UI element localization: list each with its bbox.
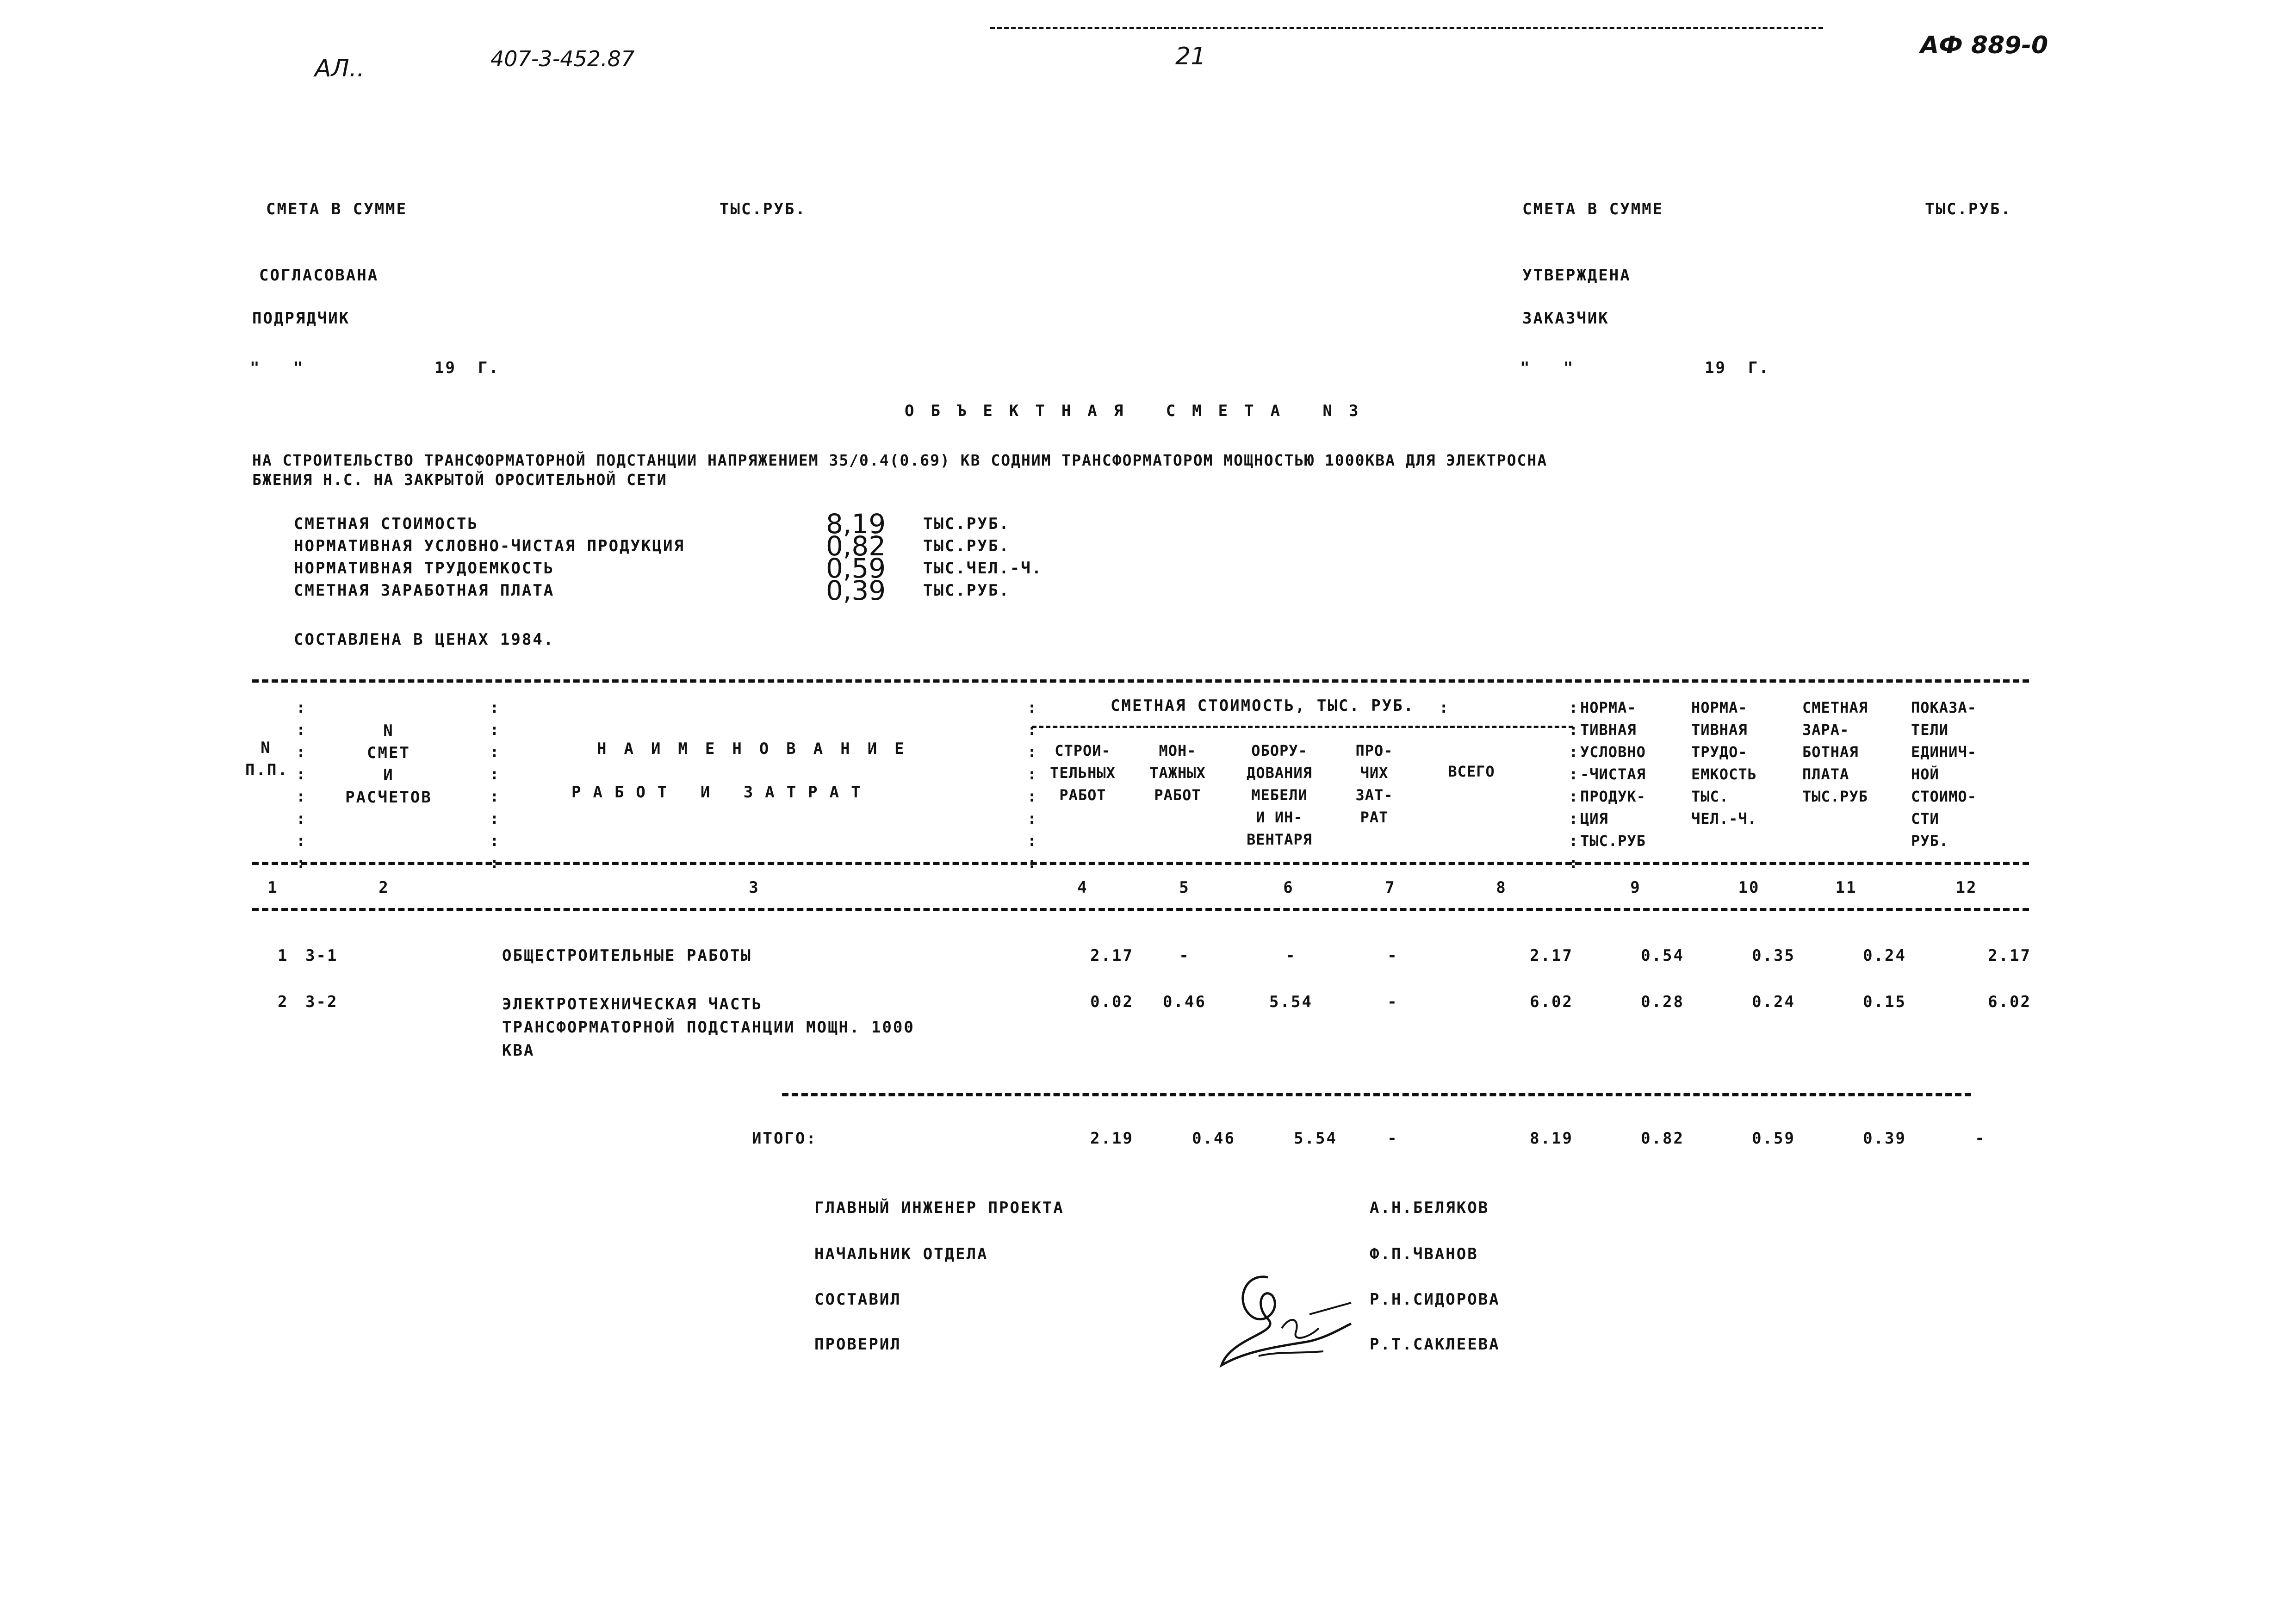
row-wage: 0.24 bbox=[1863, 946, 1906, 965]
agreed-label: СОГЛАСОВАНА bbox=[259, 266, 379, 285]
date-left: " " 19 Г. bbox=[250, 359, 500, 377]
header-name-2: РАБОТ И ЗАТРАТ bbox=[571, 783, 873, 802]
signature-role: НАЧАЛЬНИК ОТДЕЛА bbox=[814, 1245, 988, 1263]
top-dashed-line bbox=[990, 27, 1823, 29]
total-mount: 0.46 bbox=[1192, 1129, 1235, 1148]
total-label: ИТОГО: bbox=[752, 1129, 817, 1148]
col-number: 9 bbox=[1630, 878, 1641, 897]
header-build: СТРОИ- ТЕЛЬНЫХ РАБОТ bbox=[1050, 742, 1116, 804]
col-number: 10 bbox=[1738, 878, 1760, 897]
row-wage: 0.15 bbox=[1863, 993, 1906, 1011]
right-sum-label: СМЕТА В СУММЕ bbox=[1522, 200, 1664, 218]
divider-col: : : : : : : : : bbox=[296, 698, 307, 872]
prices-note: СОСТАВЛЕНА В ЦЕНАХ 1984. bbox=[294, 630, 555, 649]
signature-name: Р.Н.СИДОРОВА bbox=[1370, 1290, 1500, 1309]
header-mount: МОН- ТАЖНЫХ РАБОТ bbox=[1149, 742, 1206, 804]
divider-col: : bbox=[1439, 698, 1450, 717]
total-norm-prod: 0.82 bbox=[1641, 1129, 1684, 1148]
summary-value: 0,59 bbox=[826, 553, 886, 584]
signature-role: ПРОВЕРИЛ bbox=[814, 1335, 901, 1354]
subtitle-line-1: НА СТРОИТЕЛЬСТВО ТРАНСФОРМАТОРНОЙ ПОДСТАНЦИИ НАПРЯЖЕНИЕМ 35/0.4(0.69) КВ СОДНИМ ТРАНСФОРМАТОРОМ МОЩНОСТЬЮ 1000КВА ДЛЯ ЭЛЕКТРОСНА bbox=[252, 451, 1548, 469]
subtitle-line-2: БЖЕНИЯ Н.С. НА ЗАКРЫТОЙ ОРОСИТЕЛЬНОЙ СЕТИ bbox=[252, 471, 667, 489]
header-norm-prod: НОРМА- ТИВНАЯ УСЛОВНО -ЧИСТАЯ ПРОДУК- ЦИЯ ТЫС.РУБ bbox=[1580, 699, 1646, 850]
row-equip: 5.54 bbox=[1269, 993, 1313, 1011]
right-sum-unit: ТЫС.РУБ. bbox=[1925, 200, 2012, 218]
col-number: 7 bbox=[1385, 878, 1396, 897]
header-total: ВСЕГО bbox=[1448, 763, 1495, 780]
summary-value: 0,39 bbox=[826, 575, 886, 606]
approved-label: УТВЕРЖДЕНА bbox=[1522, 266, 1631, 285]
signature-name: А.Н.БЕЛЯКОВ bbox=[1370, 1199, 1489, 1217]
col-number: 5 bbox=[1179, 878, 1190, 897]
header-name-1: НАИМЕНОВАНИЕ bbox=[597, 740, 922, 758]
header-cost-group: СМЕТНАЯ СТОИМОСТЬ, ТЫС. РУБ. bbox=[1111, 696, 1415, 715]
header-wage: СМЕТНАЯ ЗАРА- БОТНАЯ ПЛАТА ТЫС.РУБ bbox=[1802, 699, 1868, 805]
col-number: 2 bbox=[379, 878, 390, 897]
header-norm-labor: НОРМА- ТИВНАЯ ТРУДО- ЕМКОСТЬ ТЫС. ЧЕЛ.-Ч. bbox=[1691, 699, 1757, 827]
row-mount: 0.46 bbox=[1163, 993, 1206, 1011]
total-build: 2.19 bbox=[1090, 1129, 1134, 1148]
header-equip: ОБОРУ- ДОВАНИЯ МЕБЕЛИ И ИН- ВЕНТАРЯ bbox=[1247, 742, 1312, 848]
row-build: 0.02 bbox=[1090, 993, 1134, 1011]
row-unit: 2.17 bbox=[1988, 946, 2031, 965]
row-other: - bbox=[1387, 993, 1398, 1011]
total-total: 8.19 bbox=[1530, 1129, 1573, 1148]
left-sum-label: СМЕТА В СУММЕ bbox=[266, 200, 408, 218]
customer-label: ЗАКАЗЧИК bbox=[1522, 309, 1609, 328]
col-number: 11 bbox=[1835, 878, 1857, 897]
table-number-row-bottom-rule bbox=[252, 908, 2029, 911]
signature-name: Р.Т.САКЛЕЕВА bbox=[1370, 1335, 1500, 1354]
signature-role: СОСТАВИЛ bbox=[814, 1290, 901, 1309]
row-name: ОБЩЕСТРОИТЕЛЬНЫЕ РАБОТЫ bbox=[502, 946, 752, 965]
row-unit: 6.02 bbox=[1988, 993, 2031, 1011]
col-number: 3 bbox=[749, 878, 760, 897]
row-norm-labor: 0.35 bbox=[1752, 946, 1795, 965]
total-norm-labor: 0.59 bbox=[1752, 1129, 1795, 1148]
col-number: 6 bbox=[1283, 878, 1294, 897]
summary-unit: ТЫС.РУБ. bbox=[923, 581, 1010, 600]
summary-label: СМЕТНАЯ ЗАРАБОТНАЯ ПЛАТА bbox=[294, 581, 555, 600]
header-other: ПРО- ЧИХ ЗАТ- РАТ bbox=[1355, 742, 1393, 826]
header-np: N П.П. bbox=[245, 739, 289, 779]
row-mount: - bbox=[1179, 946, 1190, 965]
signature-role: ГЛАВНЫЙ ИНЖЕНЕР ПРОЕКТА bbox=[814, 1199, 1064, 1217]
row-n: 2 bbox=[278, 993, 289, 1011]
total-equip: 5.54 bbox=[1294, 1129, 1337, 1148]
page-number: 21 bbox=[1175, 43, 1206, 70]
row-n: 1 bbox=[278, 946, 289, 965]
total-unit: - bbox=[1975, 1129, 1986, 1148]
row-norm-prod: 0.28 bbox=[1641, 993, 1684, 1011]
divider-col: : : : : : : : : bbox=[1027, 698, 1038, 872]
left-sum-unit: ТЫС.РУБ. bbox=[720, 200, 807, 218]
summary-value: 0,82 bbox=[826, 530, 886, 562]
row-name: ЭЛЕКТРОТЕХНИЧЕСКАЯ ЧАСТЬ ТРАНСФОРМАТОРНОЙ ПОДСТАНЦИИ МОЩН. 1000 КВА bbox=[502, 995, 915, 1060]
row-norm-prod: 0.54 bbox=[1641, 946, 1684, 965]
summary-label: НОРМАТИВНАЯ УСЛОВНО-ЧИСТАЯ ПРОДУКЦИЯ bbox=[294, 537, 685, 555]
summary-unit: ТЫС.РУБ. bbox=[923, 515, 1010, 533]
contractor-label: ПОДРЯДЧИК bbox=[252, 309, 350, 328]
total-wage: 0.39 bbox=[1863, 1129, 1906, 1148]
page-title: ОБЪЕКТНАЯ СМЕТА N3 bbox=[905, 402, 1375, 420]
cost-group-rule bbox=[1032, 726, 1573, 728]
summary-unit: ТЫС.РУБ. bbox=[923, 537, 1010, 555]
total-other: - bbox=[1387, 1129, 1398, 1148]
handwritten-signature bbox=[1203, 1259, 1360, 1379]
divider-col: : : : : : : : : bbox=[1569, 698, 1580, 872]
signature-name: Ф.П.ЧВАНОВ bbox=[1370, 1245, 1478, 1263]
document-number: 407-3-452.87 bbox=[490, 46, 635, 71]
summary-label: НОРМАТИВНАЯ ТРУДОЕМКОСТЬ bbox=[294, 559, 555, 578]
summary-value: 8,19 bbox=[826, 508, 886, 540]
table-header-bottom-rule bbox=[252, 862, 2029, 865]
header-unit-cost: ПОКАЗА- ТЕЛИ ЕДИНИЧ- НОЙ СТОИМО- СТИ РУБ. bbox=[1911, 699, 1977, 850]
corner-left-mark: АЛ.. bbox=[315, 55, 365, 82]
row-other: - bbox=[1387, 946, 1398, 965]
row-total: 2.17 bbox=[1530, 946, 1573, 965]
header-smet: N СМЕТ И РАСЧЕТОВ bbox=[345, 721, 432, 807]
summary-unit: ТЫС.ЧЕЛ.-Ч. bbox=[923, 559, 1043, 578]
row-equip: - bbox=[1285, 946, 1297, 965]
col-number: 1 bbox=[267, 878, 279, 897]
row-norm-labor: 0.24 bbox=[1752, 993, 1795, 1011]
summary-label: СМЕТНАЯ СТОИМОСТЬ bbox=[294, 515, 478, 533]
col-number: 8 bbox=[1496, 878, 1507, 897]
totals-rule bbox=[782, 1093, 1971, 1096]
row-smet: 3-2 bbox=[305, 993, 338, 1011]
table-top-rule bbox=[252, 679, 2029, 683]
col-number: 12 bbox=[1955, 878, 1978, 897]
row-total: 6.02 bbox=[1530, 993, 1573, 1011]
col-number: 4 bbox=[1077, 878, 1088, 897]
row-build: 2.17 bbox=[1090, 946, 1134, 965]
divider-col: : : : : : : : : bbox=[490, 698, 501, 872]
corner-right-mark: АФ 889-0 bbox=[1920, 31, 2048, 59]
row-smet: 3-1 bbox=[305, 946, 338, 965]
date-right: " " 19 Г. bbox=[1520, 359, 1770, 377]
